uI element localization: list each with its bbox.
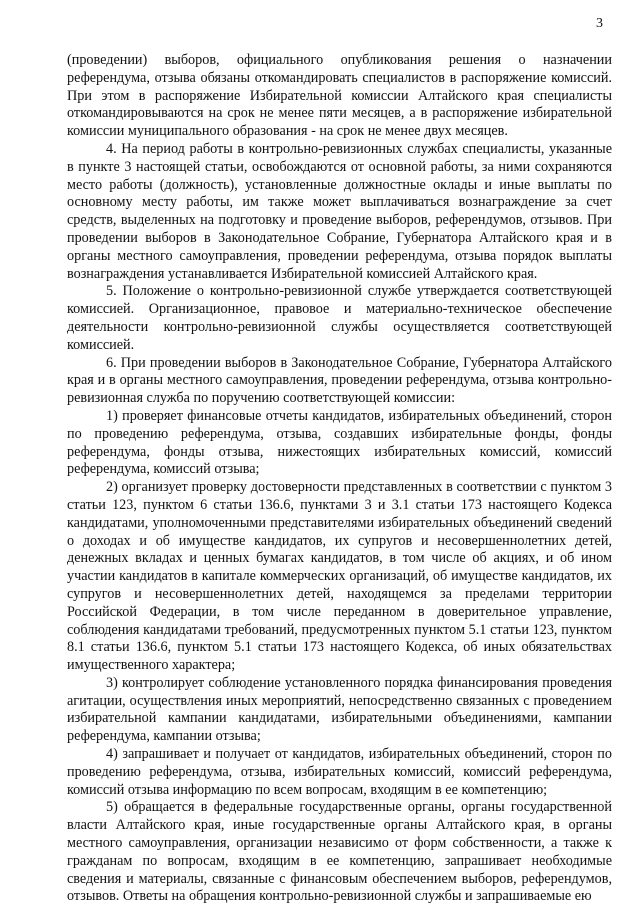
paragraph-item-6: 6. При проведении выборов в Законодательное Собрание, Губернатора Алтайского края и в органы местного самоуправления, проведении референдума, отзыва контрольно-ревизионная служба по поручению соответствующей комиссии: [67,354,612,407]
subitem-4: 4) запрашивает и получает от кандидатов, избирательных объединений, сторон по проведению референдума, отзыва, избирательных комиссий, комиссий референдума, комиссий отзыва информацию по всем вопросам, входящим в ее компетенцию; [67,746,612,798]
subitem-1: 1) проверяет финансовые отчеты кандидатов, избирательных объединений, сторон по проведению референдума, отзыва, создавших избирательные фонды, фонды референдума, фонды отзыва, нижестоящих избирательных комиссий, комиссий референдума, комиссий отзыва; [67,407,612,478]
paragraph-continuation: (проведении) выборов, официального опубликования решения о назначении референдума, отзыва обязаны откомандировать специалистов в распоряжение комиссий. При этом в распоряжение Избирательной комиссии Алтайского края специалисты откомандировываются на срок не менее пяти месяцев, а в распоряжение избирательной комиссии муниципального образования - на срок не менее двух месяцев. [67,52,612,140]
subitem-3: 3) контролирует соблюдение установленного порядка финансирования проведения агитации, осуществления иных мероприятий, непосредственно связанных с проведением избирательной кампании кандидатами, избирательными объединениями, кампании референдума, кампании отзыва; [67,674,612,745]
paragraph-item-5: 5. Положение о контрольно-ревизионной службе утверждается соответствующей комиссией. Организационное, правовое и материально-техническое обеспечение деятельности контрольно-ревизионной службы осуществляется соответствующей комиссией. [67,283,612,353]
page-number: 3 [596,16,603,31]
subitem-2: 2) организует проверку достоверности представленных в соответствии с пунктом 3 статьи 123, пунктом 6 статьи 136.6, пунктами 3 и 3.1 статьи 173 настоящего Кодекса кандидатами, уполномоченными представителями избирательных объединений сведений о доходах и об имуществе кандидатов, их супругов и несовершеннолетних детей, денежных вкладах и ценных бумагах кандидатов, в том числе об акциях, и об ином участии кандидатов в капитале коммерческих организаций, об имуществе кандидатов, их супругов и несовершеннолетних детей, находящемся за пределами территории Российской Федерации, в том числе переданном в доверительное управление, соблюдения кандидатами требований, предусмотренных пунктом 5.1 статьи 123, пунктом 8.1 статьи 136.6, пунктом 5.1 статьи 173 настоящего Кодекса, об иных обязательствах имущественного характера; [67,479,612,674]
paragraph-item-4: 4. На период работы в контрольно-ревизионных службах специалисты, указанные в пункте 3 настоящей статьи, освобождаются от основной работы, за ними сохраняются место работы (должность), установленные должностные оклады и иные выплаты по основному месту работы, им также может выплачиваться вознаграждение за счет средств, выделенных на подготовку и проведение выборов, референдумов, отзывов. При проведении выборов в Законодательное Собрание, Губернатора Алтайского края и в органы местного самоуправления, проведении референдума, отзыва порядок выплаты вознаграждения устанавливается Избирательной комиссией Алтайского края. [67,140,612,282]
subitem-5: 5) обращается в федеральные государственные органы, органы государственной власти Алтайского края, иные государственные органы Алтайского края, в органы местного самоуправления, организации независимо от форм собственности, а также к гражданам по вопросам, входящим в ее компетенцию, запрашивает необходимые сведения и материалы, связанные с финансовым обеспечением выборов, референдумов, отзывов. Ответы на обращения контрольно-ревизионной службы и запрашиваемые ею [67,799,612,905]
document-body [67,52,612,906]
